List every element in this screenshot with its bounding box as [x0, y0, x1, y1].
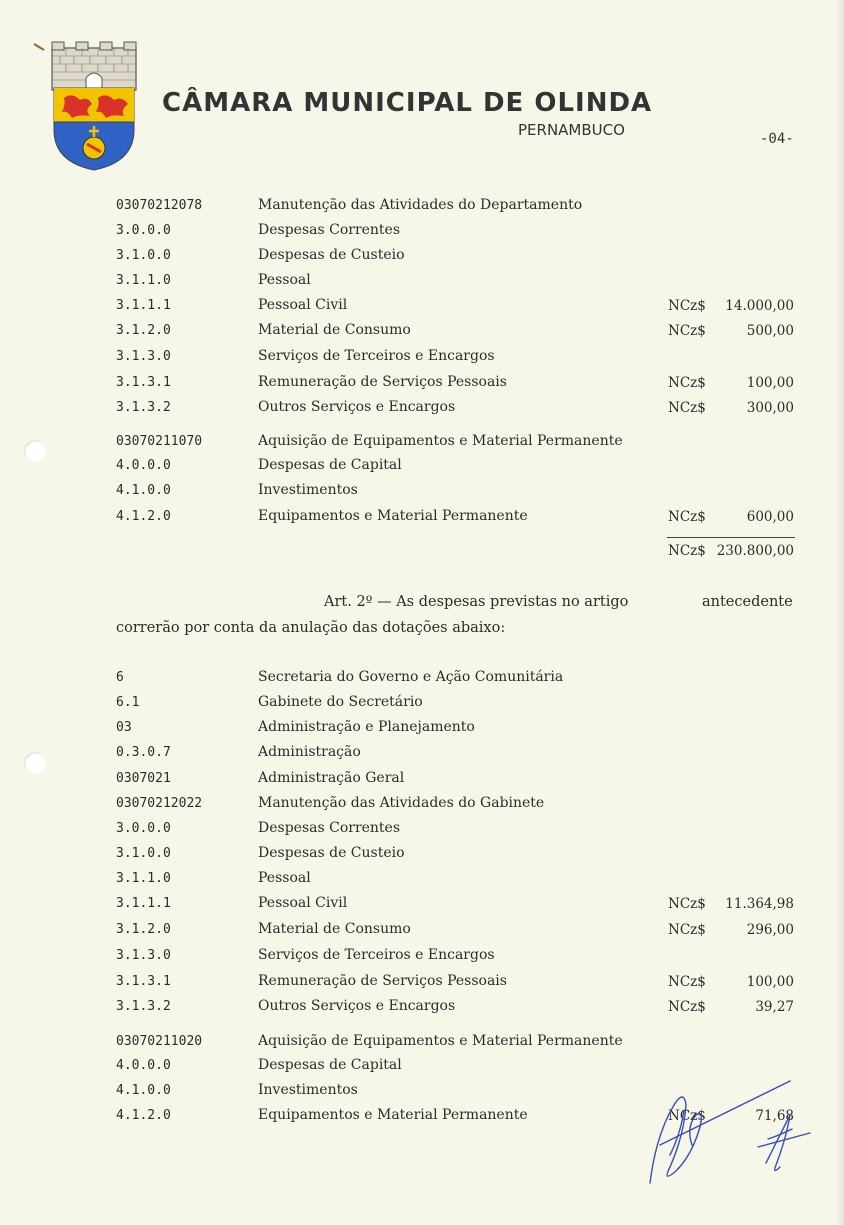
row-currency: NCz$ [668, 896, 706, 912]
row-currency: NCz$ [668, 400, 706, 416]
row-amount: 100,00 [746, 375, 794, 391]
row-description: Remuneração de Serviços Pessoais [258, 374, 507, 390]
total-amount: 230.800,00 [716, 543, 794, 559]
punch-hole-lower [24, 752, 46, 774]
signature-icon [640, 1075, 840, 1195]
row-code: 3.1.1.0 [116, 871, 171, 886]
row-code: 3.1.2.0 [116, 323, 171, 338]
row-code: 4.0.0.0 [116, 1058, 171, 1073]
row-code: 3.1.3.1 [116, 974, 171, 989]
row-code: 3.1.3.2 [116, 999, 171, 1014]
row-code: 03070212022 [116, 796, 203, 811]
row-description: Remuneração de Serviços Pessoais [258, 973, 507, 989]
row-description: Administração [258, 744, 361, 760]
row-amount: 296,00 [746, 922, 794, 938]
row-description: Outros Serviços e Encargos [258, 998, 456, 1014]
row-description: Despesas Correntes [258, 820, 401, 836]
row-description: Material de Consumo [258, 322, 411, 338]
row-code: 3.1.0.0 [116, 248, 171, 263]
article-text-line2: correrão por conta da anulação das dotações abaixo: [116, 620, 506, 636]
row-currency: NCz$ [668, 922, 706, 938]
row-currency: NCz$ [668, 375, 706, 391]
row-code: 6.1 [116, 695, 140, 710]
total-currency: NCz$ [668, 543, 706, 559]
row-code: 3.1.1.0 [116, 273, 171, 288]
row-code: 3.1.0.0 [116, 846, 171, 861]
row-code: 4.1.0.0 [116, 1083, 171, 1098]
row-code: 03070211020 [116, 1034, 203, 1049]
row-code: 3.1.3.2 [116, 400, 171, 415]
row-amount: 39,27 [755, 999, 794, 1015]
row-code: 3.1.2.0 [116, 922, 171, 937]
row-description: Manutenção das Atividades do Departamento [258, 197, 583, 213]
row-description: Administração e Planejamento [258, 719, 475, 735]
row-description: Aquisição de Equipamentos e Material Permanente [258, 1033, 623, 1049]
row-code: 03070212078 [116, 198, 203, 213]
row-amount: 500,00 [746, 323, 794, 339]
row-description: Pessoal [258, 870, 311, 886]
row-description: Serviços de Terceiros e Encargos [258, 947, 495, 963]
row-code: 3.1.1.1 [116, 298, 171, 313]
row-currency: NCz$ [668, 323, 706, 339]
row-code: 0307021 [116, 771, 171, 786]
row-description: Administração Geral [258, 770, 405, 786]
row-amount: 71,68 [755, 1108, 794, 1124]
row-code: 4.1.2.0 [116, 509, 171, 524]
row-code: 3.1.3.0 [116, 349, 171, 364]
total-rule [667, 537, 795, 538]
row-currency: NCz$ [668, 509, 706, 525]
row-code: 4.1.0.0 [116, 483, 171, 498]
row-description: Despesas Correntes [258, 222, 401, 238]
row-description: Serviços de Terceiros e Encargos [258, 348, 495, 364]
row-code: 4.1.2.0 [116, 1108, 171, 1123]
page-subtitle: PERNAMBUCO [518, 121, 625, 139]
page-number: -04- [760, 131, 794, 147]
row-amount: 11.364,98 [725, 896, 794, 912]
row-code: 3.0.0.0 [116, 223, 171, 238]
row-code: 6 [116, 670, 124, 685]
row-description: Manutenção das Atividades do Gabinete [258, 795, 545, 811]
row-description: Investimentos [258, 1082, 358, 1098]
row-code: 3.1.1.1 [116, 896, 171, 911]
row-amount: 600,00 [746, 509, 794, 525]
coat-of-arms-icon [32, 40, 142, 172]
article-text-line1-end: antecedente [702, 594, 793, 610]
row-description: Pessoal Civil [258, 895, 348, 911]
row-description: Despesas de Custeio [258, 845, 405, 861]
row-code: 03070211070 [116, 434, 203, 449]
row-code: 0.3.0.7 [116, 745, 171, 760]
row-currency: NCz$ [668, 999, 706, 1015]
row-description: Gabinete do Secretário [258, 694, 423, 710]
row-code: 3.0.0.0 [116, 821, 171, 836]
row-description: Despesas de Custeio [258, 247, 405, 263]
row-description: Despesas de Capital [258, 457, 402, 473]
article-text-line1: Art. 2º — As despesas previstas no artigo [324, 594, 629, 610]
row-code: 3.1.3.1 [116, 375, 171, 390]
page-title: CÂMARA MUNICIPAL DE OLINDA [162, 88, 653, 118]
paper-edge [836, 0, 844, 1225]
row-code: 4.0.0.0 [116, 458, 171, 473]
punch-hole-upper [24, 440, 46, 462]
row-currency: NCz$ [668, 974, 706, 990]
row-description: Aquisição de Equipamentos e Material Permanente [258, 433, 623, 449]
row-amount: 100,00 [746, 974, 794, 990]
row-description: Equipamentos e Material Permanente [258, 1107, 528, 1123]
row-description: Secretaria do Governo e Ação Comunitária [258, 669, 564, 685]
row-description: Despesas de Capital [258, 1057, 402, 1073]
row-currency: NCz$ [668, 298, 706, 314]
row-description: Outros Serviços e Encargos [258, 399, 456, 415]
row-amount: 300,00 [746, 400, 794, 416]
row-amount: 14.000,00 [725, 298, 794, 314]
row-description: Pessoal Civil [258, 297, 348, 313]
row-description: Pessoal [258, 272, 311, 288]
row-description: Investimentos [258, 482, 358, 498]
row-description: Equipamentos e Material Permanente [258, 508, 528, 524]
row-code: 03 [116, 720, 132, 735]
row-currency: NCz$ [668, 1108, 706, 1124]
row-description: Material de Consumo [258, 921, 411, 937]
row-code: 3.1.3.0 [116, 948, 171, 963]
